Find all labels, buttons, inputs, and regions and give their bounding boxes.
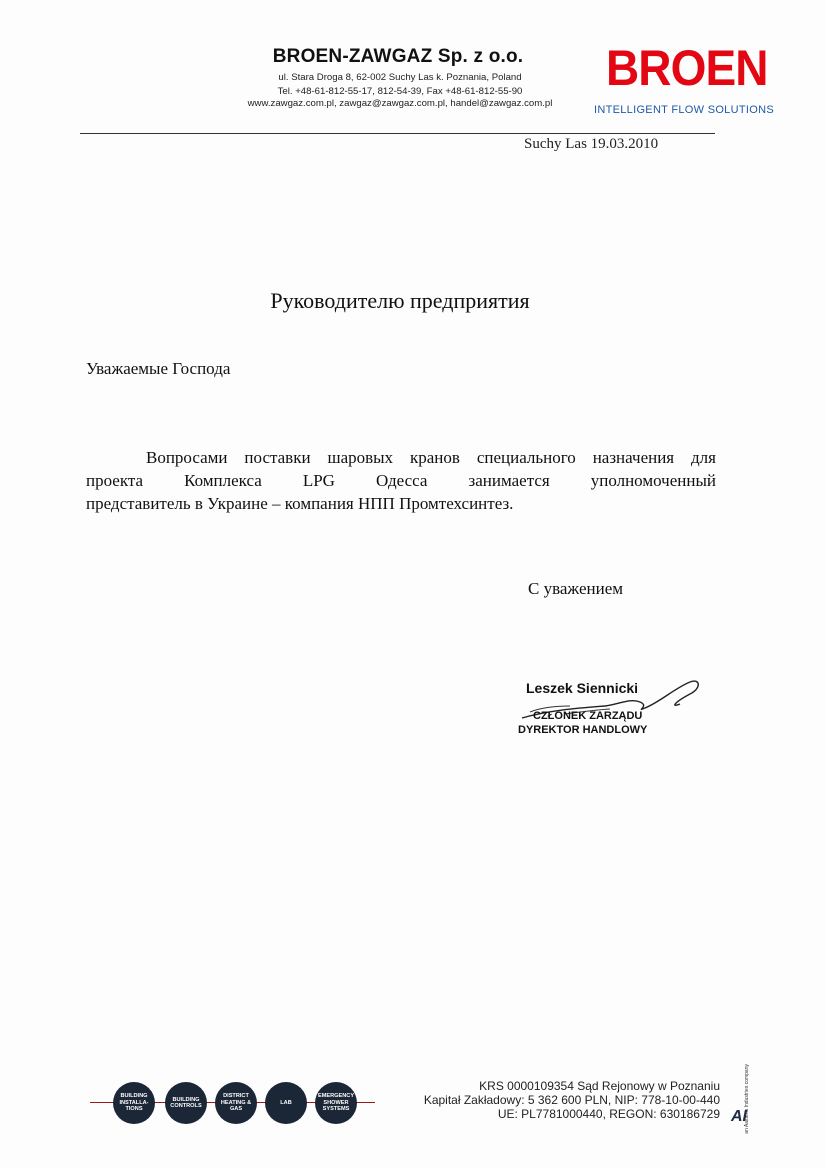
- footer-badge-lab: LAB: [265, 1082, 307, 1124]
- body-line: представитель в Украине – компания НПП Промтехсинтез.: [86, 494, 514, 513]
- salutation: Уважаемые Господа: [86, 359, 231, 378]
- footer-badge-building-controls: BUILDING CONTROLS: [165, 1082, 207, 1124]
- registry-line: UE: PL7781000440, REGON: 630186729: [497, 1107, 720, 1121]
- footer-badge-district-heating: DISTRICT HEATING & GAS: [215, 1082, 257, 1124]
- stamp-role: DYREKTOR HANDLOWY: [518, 724, 648, 736]
- footer-badge-building-installations: BUILDING INSTALLA-TIONS: [113, 1082, 155, 1124]
- broen-logo: BROEN: [606, 40, 768, 96]
- address-line: ul. Stara Droga 8, 62-002 Suchy Las k. Poznania, Poland: [278, 72, 522, 83]
- web-email-line: www.zawgaz.com.pl, zawgaz@zawgaz.com.pl, handel@zawgaz.com.pl: [247, 98, 553, 109]
- parent-company-text: an Aalberts Industries company: [744, 1064, 750, 1134]
- logo-tagline: INTELLIGENT FLOW SOLUTIONS: [594, 104, 774, 116]
- contact-line: Tel. +48-61-812-55-17, 812-54-39, Fax +48-61-812-55-90: [277, 86, 523, 97]
- footer-badge-emergency-shower: EMERGENCY SHOWER SYSTEMS: [315, 1082, 357, 1124]
- stamp-role: CZŁONEK ZARZĄDU: [533, 710, 643, 722]
- body-line: проекта Комплекса LPG Одесса занимается уполномоченный: [86, 471, 716, 490]
- body-line: Вопросами поставки шаровых кранов специального назначения для: [146, 448, 716, 467]
- company-name: BROEN-ZAWGAZ Sp. z o.o.: [272, 46, 524, 67]
- aalberts-logo: AI: [731, 1108, 747, 1125]
- recipient-heading: Руководителю предприятия: [270, 288, 530, 313]
- registry-line: KRS 0000109354 Sąd Rejonowy w Poznaniu: [479, 1079, 720, 1093]
- place-date: Suchy Las 19.03.2010: [524, 136, 659, 152]
- closing: С уважением: [528, 579, 624, 598]
- stamp-name: Leszek Siennicki: [526, 680, 639, 696]
- registry-line: Kapitał Zakładowy: 5 362 600 PLN, NIP: 778-10-00-440: [423, 1093, 720, 1107]
- header-divider: [80, 133, 715, 134]
